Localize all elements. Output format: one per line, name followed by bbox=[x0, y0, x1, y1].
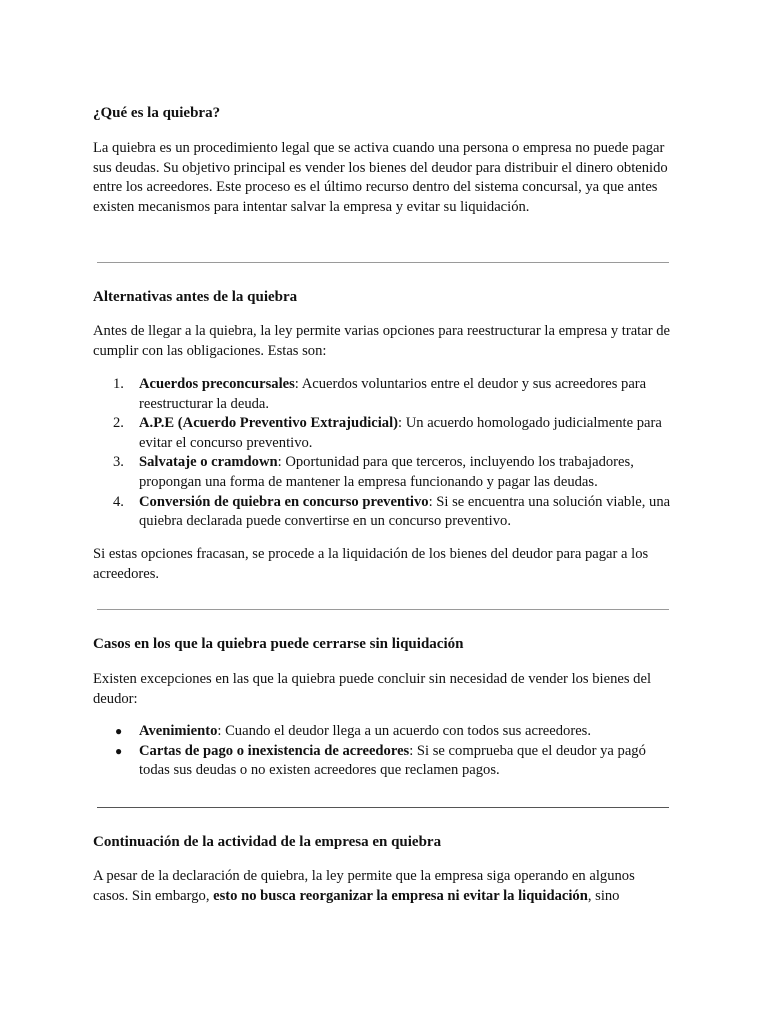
alternativas-list bbox=[93, 375, 673, 532]
list-item bbox=[93, 453, 673, 492]
list-item-text: : Si se comprueba que el deudor ya pagó todas sus deudas o no existen acreedores que reclamen pagos. bbox=[139, 742, 646, 779]
list-marker: 4. bbox=[113, 493, 124, 510]
list-item-text: : Cuando el deudor llega a un acuerdo con todos sus acreedores. bbox=[217, 723, 592, 739]
list-marker: 2. bbox=[113, 415, 124, 432]
list-item bbox=[93, 375, 673, 414]
paragraph-definicion: La quiebra es un procedimiento legal que se activa cuando una persona o empresa no puede pagar sus deudas. Su objetivo principal es vender los bienes del deudor para distribuir el dinero obtenido entre los acreedores. Este proceso es el último recurso dentro del sistema concursal, ya que antes existen mecanismos para intentar salvar la empresa y evitar su liquidación. bbox=[93, 140, 668, 215]
list-item-term: A.P.E (Acuerdo Preventivo Extrajudicial) bbox=[139, 415, 399, 432]
bullet-icon: ● bbox=[115, 743, 123, 758]
section-title-continuacion-actividad: Continuación de la actividad de la empresa en quiebra bbox=[93, 834, 442, 850]
list-item-term: Acuerdos preconcursales bbox=[139, 376, 295, 392]
paragraph-continuacion bbox=[93, 867, 673, 906]
section-title-alternativas: Alternativas antes de la quiebra bbox=[93, 289, 298, 305]
section-divider bbox=[97, 807, 669, 808]
paragraph-text: A pesar de la declaración de quiebra, la ley permite que la empresa siga operando en algunos casos. Sin embargo, bbox=[93, 868, 635, 904]
list-item bbox=[93, 414, 673, 453]
paragraph-alternativas-intro: Antes de llegar a la quiebra, la ley permite varias opciones para reestructurar la empresa y tratar de cumplir con las obligaciones. Estas son: bbox=[93, 323, 670, 359]
list-item-text: : Oportunidad para que terceros, incluyendo los trabajadores, propongan una forma de mantener la empresa funcionando y pagar las deudas. bbox=[139, 454, 634, 490]
paragraph-alternativas-outro: Si estas opciones fracasan, se procede a la liquidación de los bienes del deudor para pagar a los acreedores. bbox=[93, 546, 649, 582]
list-marker: 1. bbox=[113, 376, 124, 392]
list-marker: 3. bbox=[113, 454, 124, 471]
paragraph-casos-intro: Existen excepciones en las que la quiebra puede concluir sin necesidad de vender los bienes del deudor: bbox=[93, 671, 652, 707]
list-item-term: Avenimiento bbox=[139, 723, 218, 739]
paragraph-emphasis: esto no busca reorganizar la empresa ni evitar la liquidación bbox=[213, 887, 588, 904]
list-item-term: Cartas de pago o inexistencia de acreedores bbox=[139, 742, 410, 759]
section-divider bbox=[97, 609, 669, 610]
list-item bbox=[93, 493, 673, 532]
list-item-term: Salvataje o cramdown bbox=[139, 454, 278, 471]
list-item-text: : Acuerdos voluntarios entre el deudor y sus acreedores para reestructurar la deuda. bbox=[139, 376, 647, 412]
list-item bbox=[93, 722, 673, 742]
list-item bbox=[93, 742, 673, 781]
section-divider bbox=[97, 262, 669, 263]
casos-list bbox=[93, 722, 673, 781]
list-item-text: : Si se encuentra una solución viable, una quiebra declarada puede convertirse en un concurso preventivo. bbox=[139, 493, 671, 530]
bullet-icon: ● bbox=[115, 724, 123, 738]
section-title-casos-sin-liquidacion: Casos en los que la quiebra puede cerrarse sin liquidación bbox=[93, 636, 464, 652]
section-title-que-es-quiebra: ¿Qué es la quiebra? bbox=[93, 105, 221, 121]
list-item-term: Conversión de quiebra en concurso preventivo bbox=[139, 493, 429, 510]
paragraph-text: , sino bbox=[587, 887, 620, 904]
list-item-text: : Un acuerdo homologado judicialmente para evitar el concurso preventivo. bbox=[139, 415, 662, 451]
